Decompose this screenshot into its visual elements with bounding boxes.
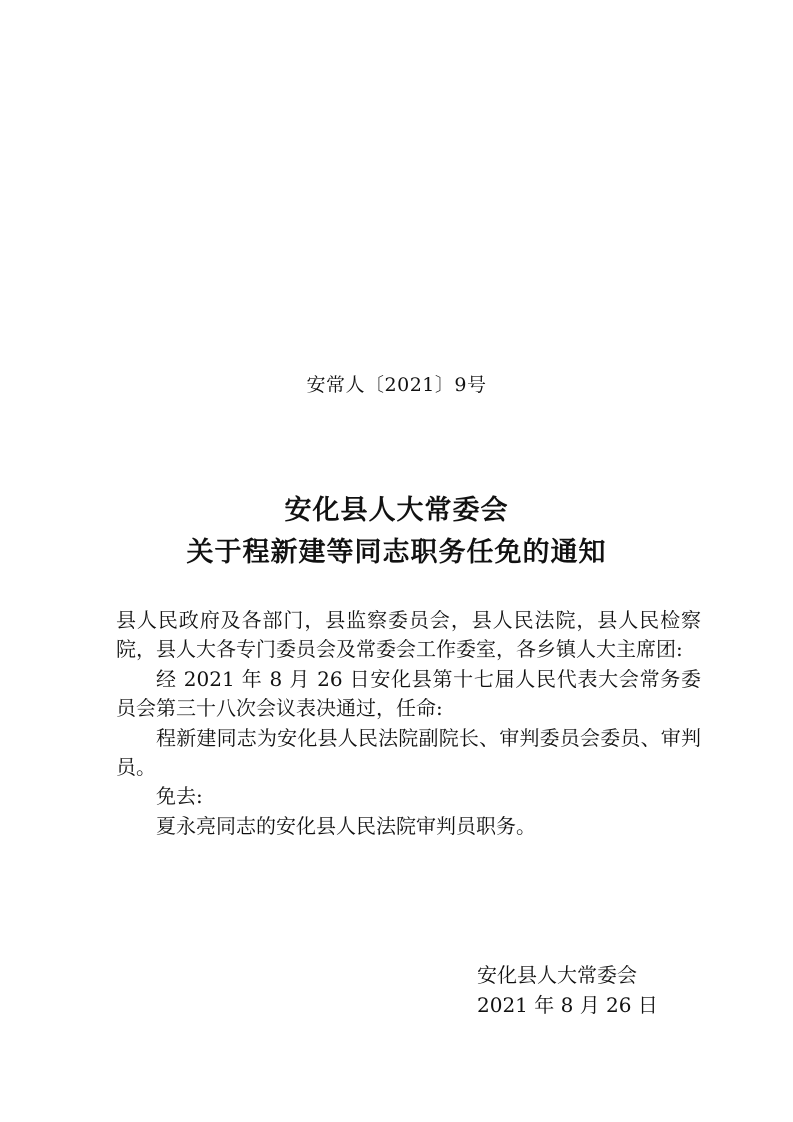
removal-label: 免去:: [156, 784, 203, 809]
removal-paragraph: 夏永亮同志的安化县人民法院审判员职务。: [156, 813, 536, 838]
document-title-line-2: 关于程新建等同志职务任免的通知: [186, 537, 607, 568]
appointment-paragraph: 程新建同志为安化县人民法院副院长、审判委员会委员、审判员。: [116, 725, 701, 780]
signature-organization: 安化县人大常委会: [477, 963, 637, 987]
document-body: [116, 606, 701, 841]
recipients-paragraph: 县人民政府及各部门，县监察委员会，县人民法院，县人民检察院，县人大各专门委员会及常委会工作委室，各乡镇人大主席团:: [116, 608, 701, 662]
document-number: 安常人〔2021〕9号: [306, 374, 487, 396]
resolution-paragraph: 经 2021 年 8 月 26 日安化县第十七届人民代表大会常务委员会第三十八次会议表决通过，任命:: [116, 666, 701, 721]
signature-date: 2021 年 8 月 26 日: [477, 993, 658, 1017]
document-title-line-1: 安化县人大常委会: [284, 495, 509, 526]
